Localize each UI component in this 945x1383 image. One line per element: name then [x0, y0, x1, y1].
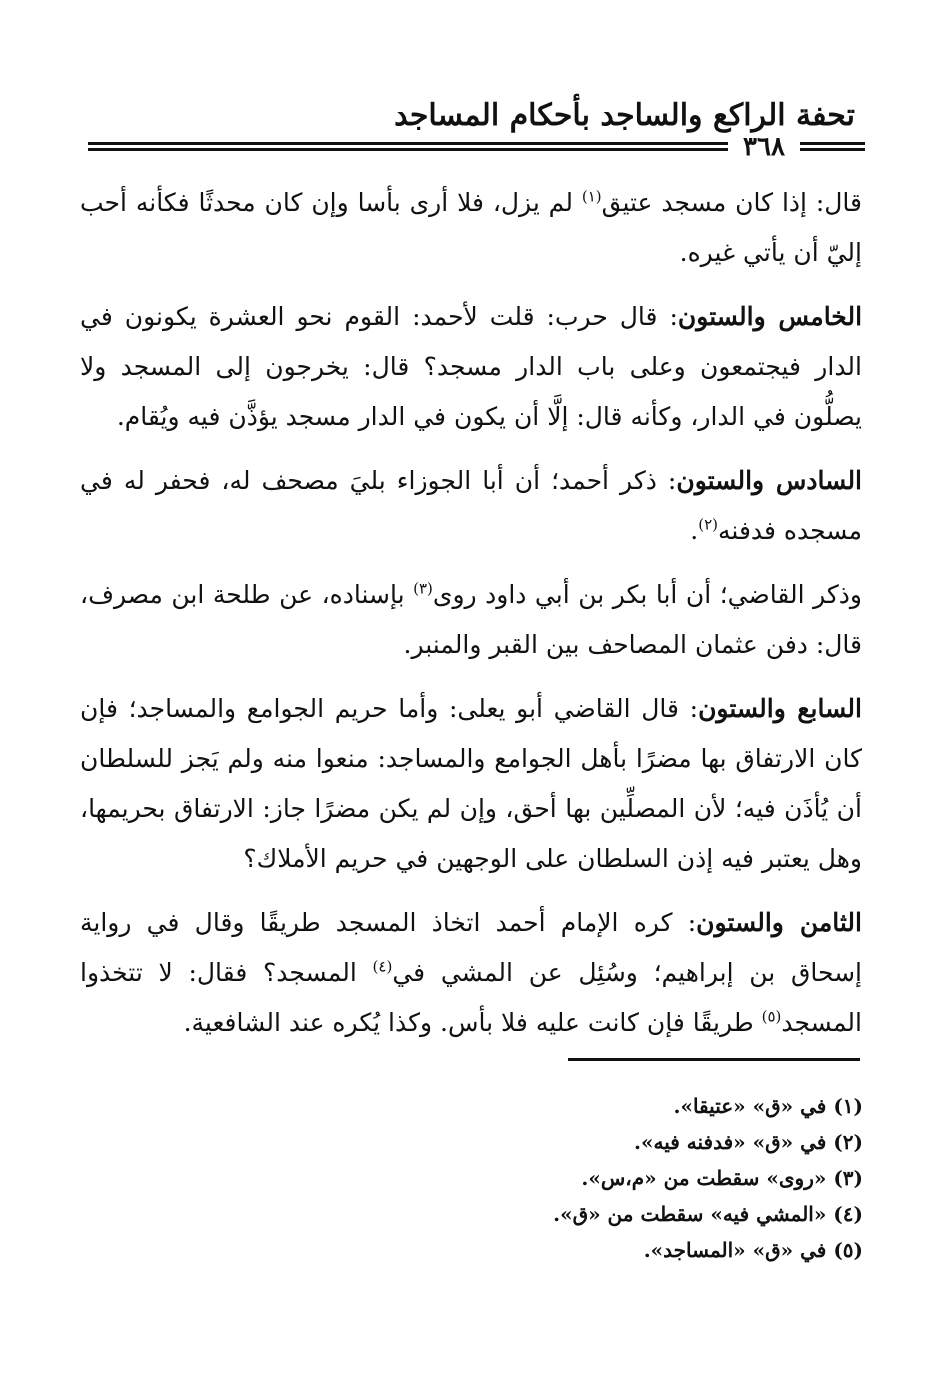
paragraph-68: الثامن والستون: كره الإمام أحمد اتخاذ المسجد طريقًا وقال في رواية إسحاق بن إبراهيم؛ وسُئِل عن المشي في$^{(٤)}$ المسجد؟ فقال: لا تتخذوا المسجد$^{(٥)}$ طريقًا فإن كانت عليه فلا بأس. وكذا يُكره عند الشافعية.	[80, 908, 862, 1037]
page-number: ٣٦٨	[743, 132, 785, 162]
header-rule-top	[88, 142, 728, 145]
footnote-ref-2[interactable]: (٢)	[698, 515, 719, 534]
running-header-title: تحفة الراكع والساجد بأحكام المساجد	[394, 98, 855, 133]
paragraph-67: السابع والستون: قال القاضي أبو يعلى: وأما حريم الجوامع والمساجد؛ فإن كان الارتفاق بها مضرًا بأهل الجوامع والمساجد: منعوا منه ولم يَجز للسلطان أن يُأذَن فيه؛ لأن المصلِّين بها أحق، وإن لم يكن مضرًا جاز: الارتفاق بحريمها، وهل يعتبر فيه إذن السلطان على الوجهين في حريم الأملاك؟	[80, 694, 862, 873]
footnote-4: (٤) «المشي فيه» سقطت من «ق».	[553, 1202, 863, 1226]
section-label-68: الثامن والستون	[696, 908, 862, 937]
footnote-2: (٢) في «ق» «فدفنه فيه».	[634, 1130, 863, 1154]
footnote-ref-1[interactable]: (١)	[581, 187, 602, 206]
section-label-67: السابع والستون	[698, 694, 862, 723]
header-rule-right-bottom	[800, 148, 865, 151]
footnote-5: (٥) في «ق» «المساجد».	[643, 1238, 863, 1262]
header-rule-right-top	[800, 142, 865, 145]
footnotes	[363, 1088, 863, 1268]
footnote-separator	[568, 1058, 860, 1061]
section-label-65: الخامس والستون	[677, 302, 863, 331]
footnote-3: (٣) «روى» سقطت من «م،س».	[581, 1166, 863, 1190]
paragraph-1: قال: إذا كان مسجد عتيق$^{(١)}$ لم يزل، فلا أرى بأسا وإن كان محدثًا فكأنه أحب إليّ أن يأتي غيره.	[80, 187, 863, 267]
footnote-1: (١) في «ق» «عتيقا».	[673, 1094, 863, 1118]
footnote-ref-3[interactable]: (٣)	[413, 579, 433, 598]
paragraph-66: السادس والستون: ذكر أحمد؛ أن أبا الجوزاء بليَ مصحف له، فحفر له في مسجده فدفنه$^{(٢)}$.	[80, 466, 863, 545]
footnote-ref-5[interactable]: (٥)	[761, 1007, 782, 1026]
paragraph-66-qadi: وذكر القاضي؛ أن أبا بكر بن أبي داود روى$^{(٣)}$ بإسناده، عن طلحة ابن مصرف، قال: دفن عثمان المصاحف بين القبر والمنبر.	[80, 579, 862, 659]
footnote-ref-4[interactable]: (٤)	[372, 957, 393, 976]
paragraph-65: الخامس والستون: قال حرب: قلت لأحمد: القوم نحو العشرة يكونون في الدار فيجتمعون وعلى باب الدار مسجد؟ قال: يخرجون إلى المسجد ولا يصلُّون في الدار، وكأنه قال: إلَّا أن يكون في الدار مسجد يؤذَّن فيه ويُقام.	[80, 302, 863, 431]
header-rule-bottom	[88, 148, 728, 151]
section-label-66: السادس والستون	[676, 466, 863, 495]
body-text	[80, 178, 862, 1062]
